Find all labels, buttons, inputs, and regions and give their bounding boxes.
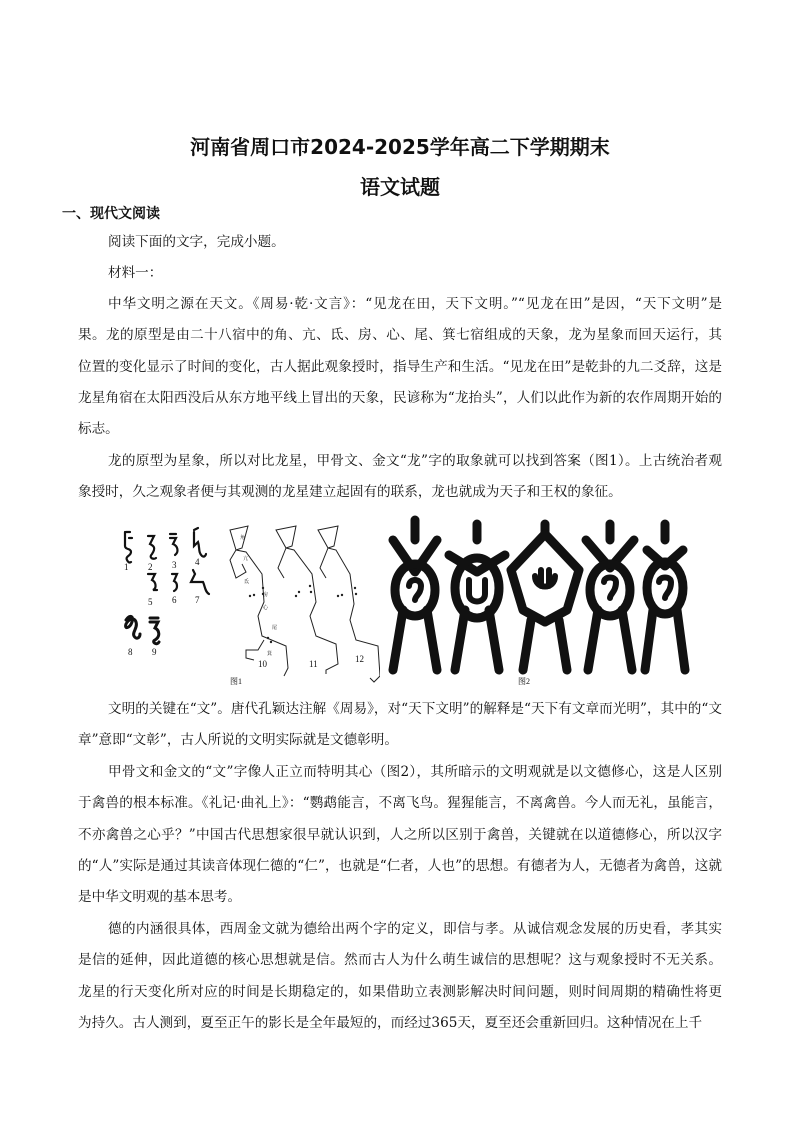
paragraph-line: 不亦禽兽之心乎？”中国古代思想家很早就认识到，人之所以区别于禽兽，关键就在以道德修心，所以汉字	[78, 826, 722, 843]
glyph-number: 8	[128, 647, 133, 657]
glyph-number: 2	[148, 562, 153, 572]
glyph-number: 5	[148, 597, 153, 607]
paragraph-line: 是中华文明观的基本思考。	[78, 889, 242, 906]
paragraph-line: 果。龙的原型是由二十八宿中的角、亢、氐、房、心、尾、箕七宿组成的天象，龙为星象而回天运行，其	[78, 327, 722, 344]
paragraph-line: 象授时，久之观象者便与其观测的龙星建立起固有的联系，龙也就成为天子和王权的象征。	[78, 484, 622, 501]
figure-2-wen-glyphs	[385, 510, 695, 680]
material-label: 材料一：	[108, 265, 163, 281]
figure-1-caption: 图1	[230, 677, 242, 686]
paragraph-line: 甲骨文和金文的“文”字像人正立而特明其心（图2），其所暗示的文明观就是以文德修心，这是人区别	[108, 764, 722, 780]
glyph-number: 11	[309, 659, 318, 669]
glyph-number: 3	[172, 560, 177, 570]
glyph-number: 6	[172, 595, 177, 605]
star-label: 箕	[267, 652, 273, 657]
paragraph-line: 中华文明之源在天文。《周易·乾·文言》：“见龙在田，天下文明。”“见龙在田”是因，“天下文明”是	[108, 296, 722, 312]
paragraph-line: 的“人”实际是通过其读音体现仁德的“仁”，也就是“仁者，人也”的思想。有德者为人，无德者为禽兽，这就	[78, 857, 722, 874]
glyph-number: 12	[355, 654, 364, 664]
star-label: 尾	[272, 626, 278, 631]
star-label: 房	[263, 593, 269, 598]
paragraph-line: 文明的关键在“文”。唐代孔颖达注解《周易》，对“天下文明”的解释是“天下有文章而光明”，其中的“文	[108, 701, 722, 717]
instruction: 阅读下面的文字，完成小题。	[108, 234, 285, 250]
glyph-number: 7	[195, 595, 200, 605]
paragraph-line: 龙的原型为星象，所以对比龙星，甲骨文、金文“龙”字的取象就可以找到答案（图1）。上古统治者观	[108, 453, 722, 469]
paragraph-line: 是信的延伸，因此道德的核心思想就是信。然而古人为什么萌生诚信的思想呢？这与观象授时不无关系。	[78, 952, 722, 969]
paragraph-line: 为持久。古人测到，夏至正午的影长是全年最短的，而经过365天，夏至还会重新回归。这种情况在上千	[78, 1014, 703, 1031]
paragraph-line: 章”意即“文彰”，古人所说的文明实际就是文德彰明。	[78, 732, 398, 749]
star-label: 心	[263, 606, 269, 611]
paragraph-line: 位置的变化显示了时间的变化，古人据此观象授时，指导生产和生活。“见龙在田”是乾卦的九二爻辞，这是	[78, 358, 722, 375]
paragraph-line: 龙星角宿在太阳西没后从东方地平线上冒出的天象，民谚称为“龙抬头”，人们以此作为新的农作周期开始的	[78, 389, 722, 406]
paragraph-line: 德的内涵很具体，西周金文就为德给出两个字的定义，即信与孝。从诚信观念发展的历史看，孝其实	[108, 921, 722, 937]
paragraph-line: 龙星的行天变化所对应的时间是长期稳定的，如果借助立表测影解决时间问题，则时间周期的精确性将更	[78, 983, 722, 1000]
star-label: 氐	[244, 580, 250, 585]
star-label: 亢	[243, 557, 249, 562]
glyph-number: 10	[258, 659, 267, 669]
glyph-number: 1	[124, 562, 129, 572]
exam-title: 河南省周口市2024-2025学年高二下学期期末	[190, 135, 610, 159]
paragraph-line: 标志。	[78, 421, 119, 438]
figure-2-caption: 图2	[518, 677, 530, 686]
star-label: 角	[240, 536, 246, 541]
exam-subtitle: 语文试题	[360, 175, 440, 199]
glyph-number: 4	[195, 557, 200, 567]
glyph-number: 9	[152, 647, 157, 657]
section-heading: 一、现代文阅读	[62, 206, 160, 222]
paragraph-line: 于禽兽的根本标准。《礼记·曲礼上》：“鹦鹉能言，不离飞鸟。猩猩能言，不离禽兽。今人而无礼，虽能言，	[78, 795, 722, 812]
